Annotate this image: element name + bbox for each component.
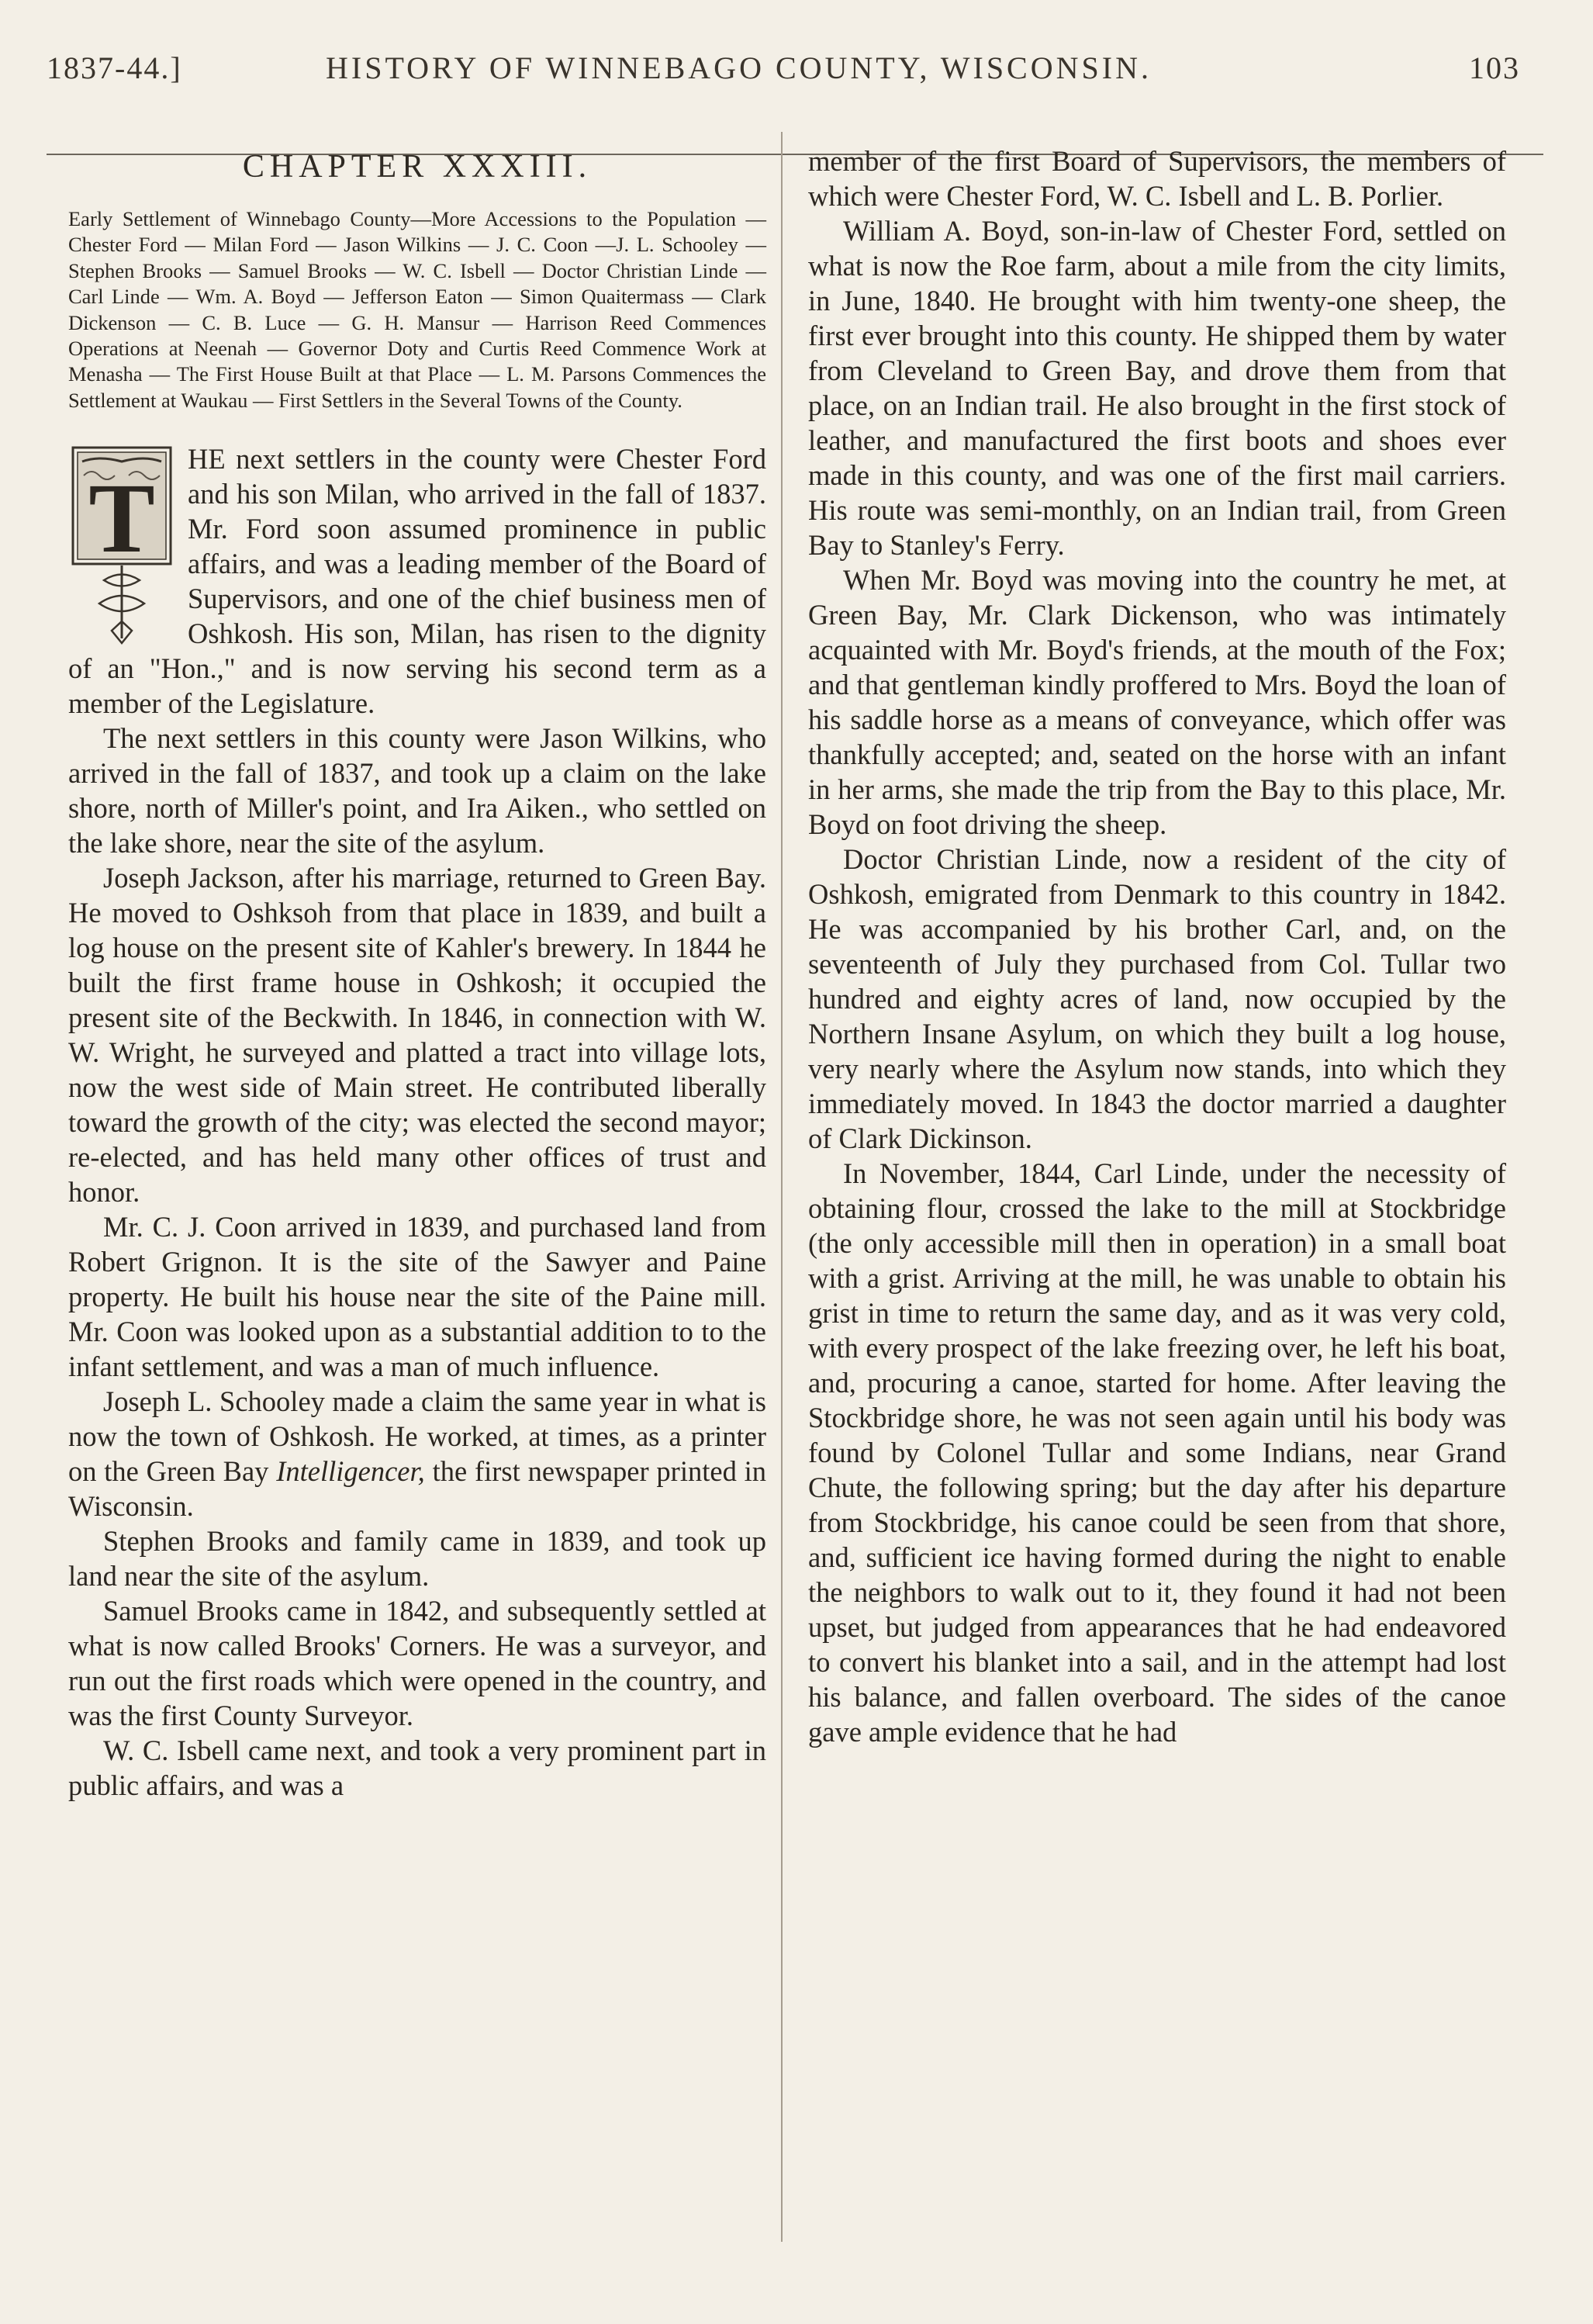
chapter-summary: Early Settlement of Winnebago County—More Accessions to the Population — Chester Ford — Milan Ford — Jason Wilkins — J. C. Coon —J. L. Schooley — Stephen Brooks — Samuel Brooks — W. C. Isbell — Doctor Christian Linde — Carl Linde — Wm. A. Boyd — Jefferson Eaton — Simon Quaitermass — Clark Dickenson — C. B. Luce — G. H. Mansur — Harrison Reed Commences Operations at Neenah — Governor Doty and Curtis Reed Commence Work at Menasha — The First House Built at that Place — L. M. Parsons Commences the Settlement at Waukau — First Settlers in the Several Towns of the County. (68, 207, 766, 412)
header-years: 1837-44.] (47, 50, 182, 85)
dropcap-letter: T (88, 463, 155, 574)
paragraph-christian-linde: Doctor Christian Linde, now a resident of the city of Oshkosh, emigrated from Denmark to this country in 1842. He was accompanied by his brother Carl, and, on the seventeenth of July they purchased from Col. Tullar two hundred and eighty acres of land, now occupied by the Northern Insane Asylum, on which they built a log house, very nearly where the Asylum now stands, into which they immediately moved. In 1843 the doctor married a daughter of Clark Dickinson. (808, 843, 1506, 1154)
paragraph-schooley: Joseph L. Schooley made a claim the same year in what is now the town of Oshkosh. He worked, at times, as a printer on the Green Bay Intelligencer, the first newspaper printed in Wisconsin. (68, 1385, 766, 1523)
right-column (808, 144, 1506, 1749)
paragraph-boyd: William A. Boyd, son-in-law of Chester Ford, settled on what is now the Roe farm, about a mile from the city limits, in June, 1840. He brought with him twenty-one sheep, the first ever brought into this county. He shipped them by water from Cleveland to Green Bay, and drove them from that place, on an Indian trail. He also brought in the first stock of leather, and manufactured the first boots and shoes ever made in this county, and was one of the first mail carriers. His route was semi-monthly, on an Indian trail, from Green Bay to Stanley's Ferry. (808, 215, 1506, 561)
newspaper-title: Intelligencer, (276, 1455, 425, 1488)
paragraph-jackson: Joseph Jackson, after his marriage, returned to Green Bay. He moved to Oshksoh from that place in 1839, and built a log house on the present site of Kahler's brewery. In 1844 he built the first frame house in Oshkosh; it occupied the present site of the Beckwith. In 1846, in connection with W. W. Wright, he surveyed and platted a tract into village lots, now the west side of Main street. He contributed liberally toward the growth of the city; was elected the second mayor; re-elected, and has held many other offices of trust and honor. (68, 862, 766, 1209)
paragraph-samuel-brooks: Samuel Brooks came in 1842, and subsequently settled at what is now called Brooks' Corners. He was a surveyor, and run out the first roads which were opened in the country, and was the first County Surveyor. (68, 1595, 766, 1732)
paragraph-stephen-brooks: Stephen Brooks and family came in 1839, and took up land near the site of the asylum. (68, 1525, 766, 1593)
column-divider (781, 132, 783, 2242)
paragraph-isbell: W. C. Isbell came next, and took a very prominent part in public affairs, and was a (68, 1734, 766, 1802)
paragraph-ford: T HE next settlers in the county were Chester Ford and his son Milan, who arrived in the fall of 1837. Mr. Ford soon assumed prominence in public affairs, and was a leading member of the Board of Supervisors, and one of the chief business men of Oshkosh. His son, Milan, has risen to the dignity of an "Hon.," and is now serving his second term as a member of the Legislature. (68, 443, 766, 720)
paragraph-dickenson: When Mr. Boyd was moving into the country he met, at Green Bay, Mr. Clark Dickenson, who was intimately acquainted with Mr. Boyd's friends, at the mouth of the Fox; and that gentleman kindly proffered to Mrs. Boyd the loan of his saddle horse as a means of conveyance, which offer was thankfully accepted; and, seated on the horse with an infant in her arms, she made the trip from the Bay to this place, Mr. Boyd on foot driving the sheep. (808, 564, 1506, 840)
paragraph-carl-linde: In November, 1844, Carl Linde, under the necessity of obtaining flour, crossed the lake to the mill at Stockbridge (the only accessible mill then in operation) in a small boat with a grist. Arriving at the mill, he was unable to obtain his grist in time to return the same day, and as it was very cold, with every prospect of the lake freezing over, he left his boat, and, procuring a canoe, started for home. After leaving the Stockbridge shore, he was not seen again until his body was found by Colonel Tullar and some Indians, near Grand Chute, the following spring; but the day after his departure from Stockbridge, his canoe could be seen from that shore, and, sufficient ice having formed during the night to enable the neighbors to walk out to it, they found it had not been upset, but judged from appearances that he had endeavored to convert his blanket into a sail, and in the attempt had lost his balance, and fallen overboard. The sides of the canoe gave ample evidence that he had (808, 1157, 1506, 1748)
left-column (68, 144, 766, 1803)
running-header (47, 37, 1520, 92)
paragraph-board: member of the first Board of Supervisors, the members of which were Chester Ford, W. C. Isbell and L. B. Porlier. (808, 145, 1506, 212)
ornamental-initial-icon (68, 444, 175, 650)
header-title: HISTORY OF WINNEBAGO COUNTY, WISCONSIN. (326, 50, 1152, 85)
paragraph-coon: Mr. C. J. Coon arrived in 1839, and purchased land from Robert Grignon. It is the site of the Sawyer and Paine property. He built his house near the site of the Paine mill. Mr. Coon was looked upon as a substantial addition to to the infant settlement, and was a man of much influence. (68, 1211, 766, 1383)
page-number: 103 (1469, 50, 1520, 85)
dropcap-ornament (68, 444, 175, 650)
chapter-heading: CHAPTER XXXIII. (242, 149, 593, 185)
paragraph-wilkins: The next settlers in this county were Jason Wilkins, who arrived in the fall of 1837, and took up a claim on the lake shore, north of Miller's point, and Ira Aiken., who settled on the lake shore, near the site of the asylum. (68, 722, 766, 859)
